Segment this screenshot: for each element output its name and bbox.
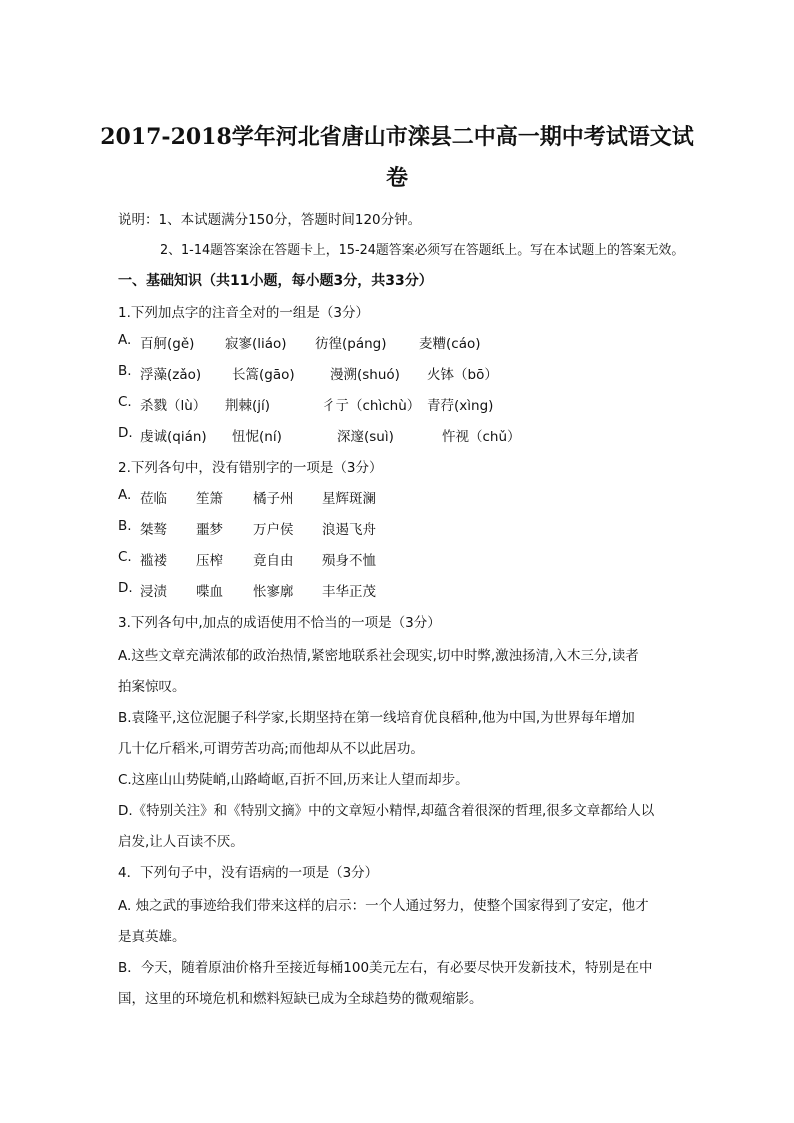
option-label: B. — [118, 518, 132, 534]
option-label: D. — [118, 425, 133, 441]
option-label: B. — [118, 363, 132, 379]
option-word: 莅临 — [140, 491, 167, 507]
option-word: 彷徨(páng) — [315, 336, 387, 352]
option-label: C. — [118, 549, 132, 565]
option-word: 浪遏飞舟 — [322, 522, 376, 538]
option-label: D. — [118, 580, 133, 596]
option-word: 竟自由 — [253, 553, 294, 569]
instructions-line2: 2、1-14题答案涂在答题卡上，15-24题答案必须写在答题纸上。写在本试题上的答案无效。 — [160, 243, 685, 258]
option-word: 噩梦 — [196, 522, 223, 538]
question-4-option-a-line2: 是真英雄。 — [118, 929, 186, 945]
exam-title-line1: 2017-2018学年河北省唐山市滦县二中高一期中考试语文试 — [100, 124, 694, 150]
question-4-stem: 4．下列句子中，没有语病的一项是（3分） — [118, 865, 379, 881]
option-label: C. — [118, 394, 132, 410]
option-word: 长篙(gāo) — [232, 367, 295, 383]
section-heading: 一、基础知识（共11小题，每小题3分，共33分） — [118, 273, 433, 289]
option-word: 褴褛 — [140, 553, 167, 569]
option-word: 荆棘(jí) — [225, 398, 271, 414]
question-3-option-b-line2: 几十亿斤稻米,可谓劳苦功高;而他却从不以此居功。 — [118, 741, 424, 757]
exam-title-line2: 卷 — [385, 165, 408, 191]
option-word: 彳亍（chìchù） — [322, 398, 421, 414]
question-4-option-b-line1: B．今天，随着原油价格升至接近每桶100美元左右，有必要尽快开发新技术，特别是在中 — [118, 960, 653, 976]
option-word: 麦糟(cáo) — [419, 336, 481, 352]
question-3-option-d-line1: D.《特别关注》和《特别文摘》中的文章短小精悍,却蕴含着很深的哲理,很多文章都给人以 — [118, 803, 655, 819]
option-word: 怅寥廓 — [253, 584, 294, 600]
question-3-option-c-line1: C.这座山山势陡峭,山路崎岖,百折不回,历来让人望而却步。 — [118, 772, 469, 788]
option-word: 殒身不恤 — [322, 553, 376, 569]
question-3-option-b-line1: B.袁隆平,这位泥腿子科学家,长期坚持在第一线培育优良稻种,他为中国,为世界每年增加 — [118, 710, 635, 726]
option-word: 星辉斑澜 — [322, 491, 376, 507]
question-4-option-b-line2: 国，这里的环境危机和燃料短缺已成为全球趋势的微观缩影。 — [118, 991, 483, 1007]
option-word: 丰华正茂 — [322, 584, 376, 600]
option-word: 桀骜 — [140, 522, 167, 538]
option-word: 寂寥(liáo) — [225, 336, 287, 352]
instructions-line1: 说明：1、本试题满分150分，答题时间120分钟。 — [118, 212, 422, 228]
question-3-option-d-line2: 启发,让人百读不厌。 — [118, 834, 244, 850]
question-1-stem: 1.下列加点字的注音全对的一组是（3分） — [118, 305, 369, 321]
question-3-option-a-line1: A.这些文章充满浓郁的政治热情,紧密地联系社会现实,切中时弊,激浊扬清,入木三分,读者 — [118, 648, 639, 664]
option-label: A. — [118, 487, 132, 503]
option-word: 浮藻(zǎo) — [140, 367, 202, 383]
option-word: 压榨 — [196, 553, 223, 569]
option-word: 漫溯(shuó) — [330, 367, 400, 383]
option-word: 喋血 — [196, 584, 223, 600]
option-word: 忤视（chǔ） — [442, 429, 521, 445]
option-word: 杀戮（lù） — [140, 398, 207, 414]
question-3-option-a-line2: 拍案惊叹。 — [118, 679, 186, 695]
question-4-option-a-line1: A. 烛之武的事迹给我们带来这样的启示：一个人通过努力，使整个国家得到了安定，他才 — [118, 898, 649, 914]
option-word: 万户侯 — [253, 522, 294, 538]
option-word: 橘子州 — [253, 491, 294, 507]
question-2-stem: 2.下列各句中，没有错别字的一项是（3分） — [118, 460, 383, 476]
option-word: 浸渍 — [140, 584, 167, 600]
question-3-stem: 3.下列各句中,加点的成语使用不恰当的一项是（3分） — [118, 615, 441, 631]
option-word: 虔诚(qián) — [140, 429, 207, 445]
option-word: 忸怩(ní) — [232, 429, 282, 445]
option-word: 火钵（bō） — [427, 367, 498, 383]
option-word: 笙箫 — [196, 491, 223, 507]
option-label: A. — [118, 332, 132, 348]
option-word: 青荇(xìng) — [427, 398, 494, 414]
option-word: 百舸(gě) — [140, 336, 195, 352]
option-word: 深邃(suì) — [337, 429, 394, 445]
